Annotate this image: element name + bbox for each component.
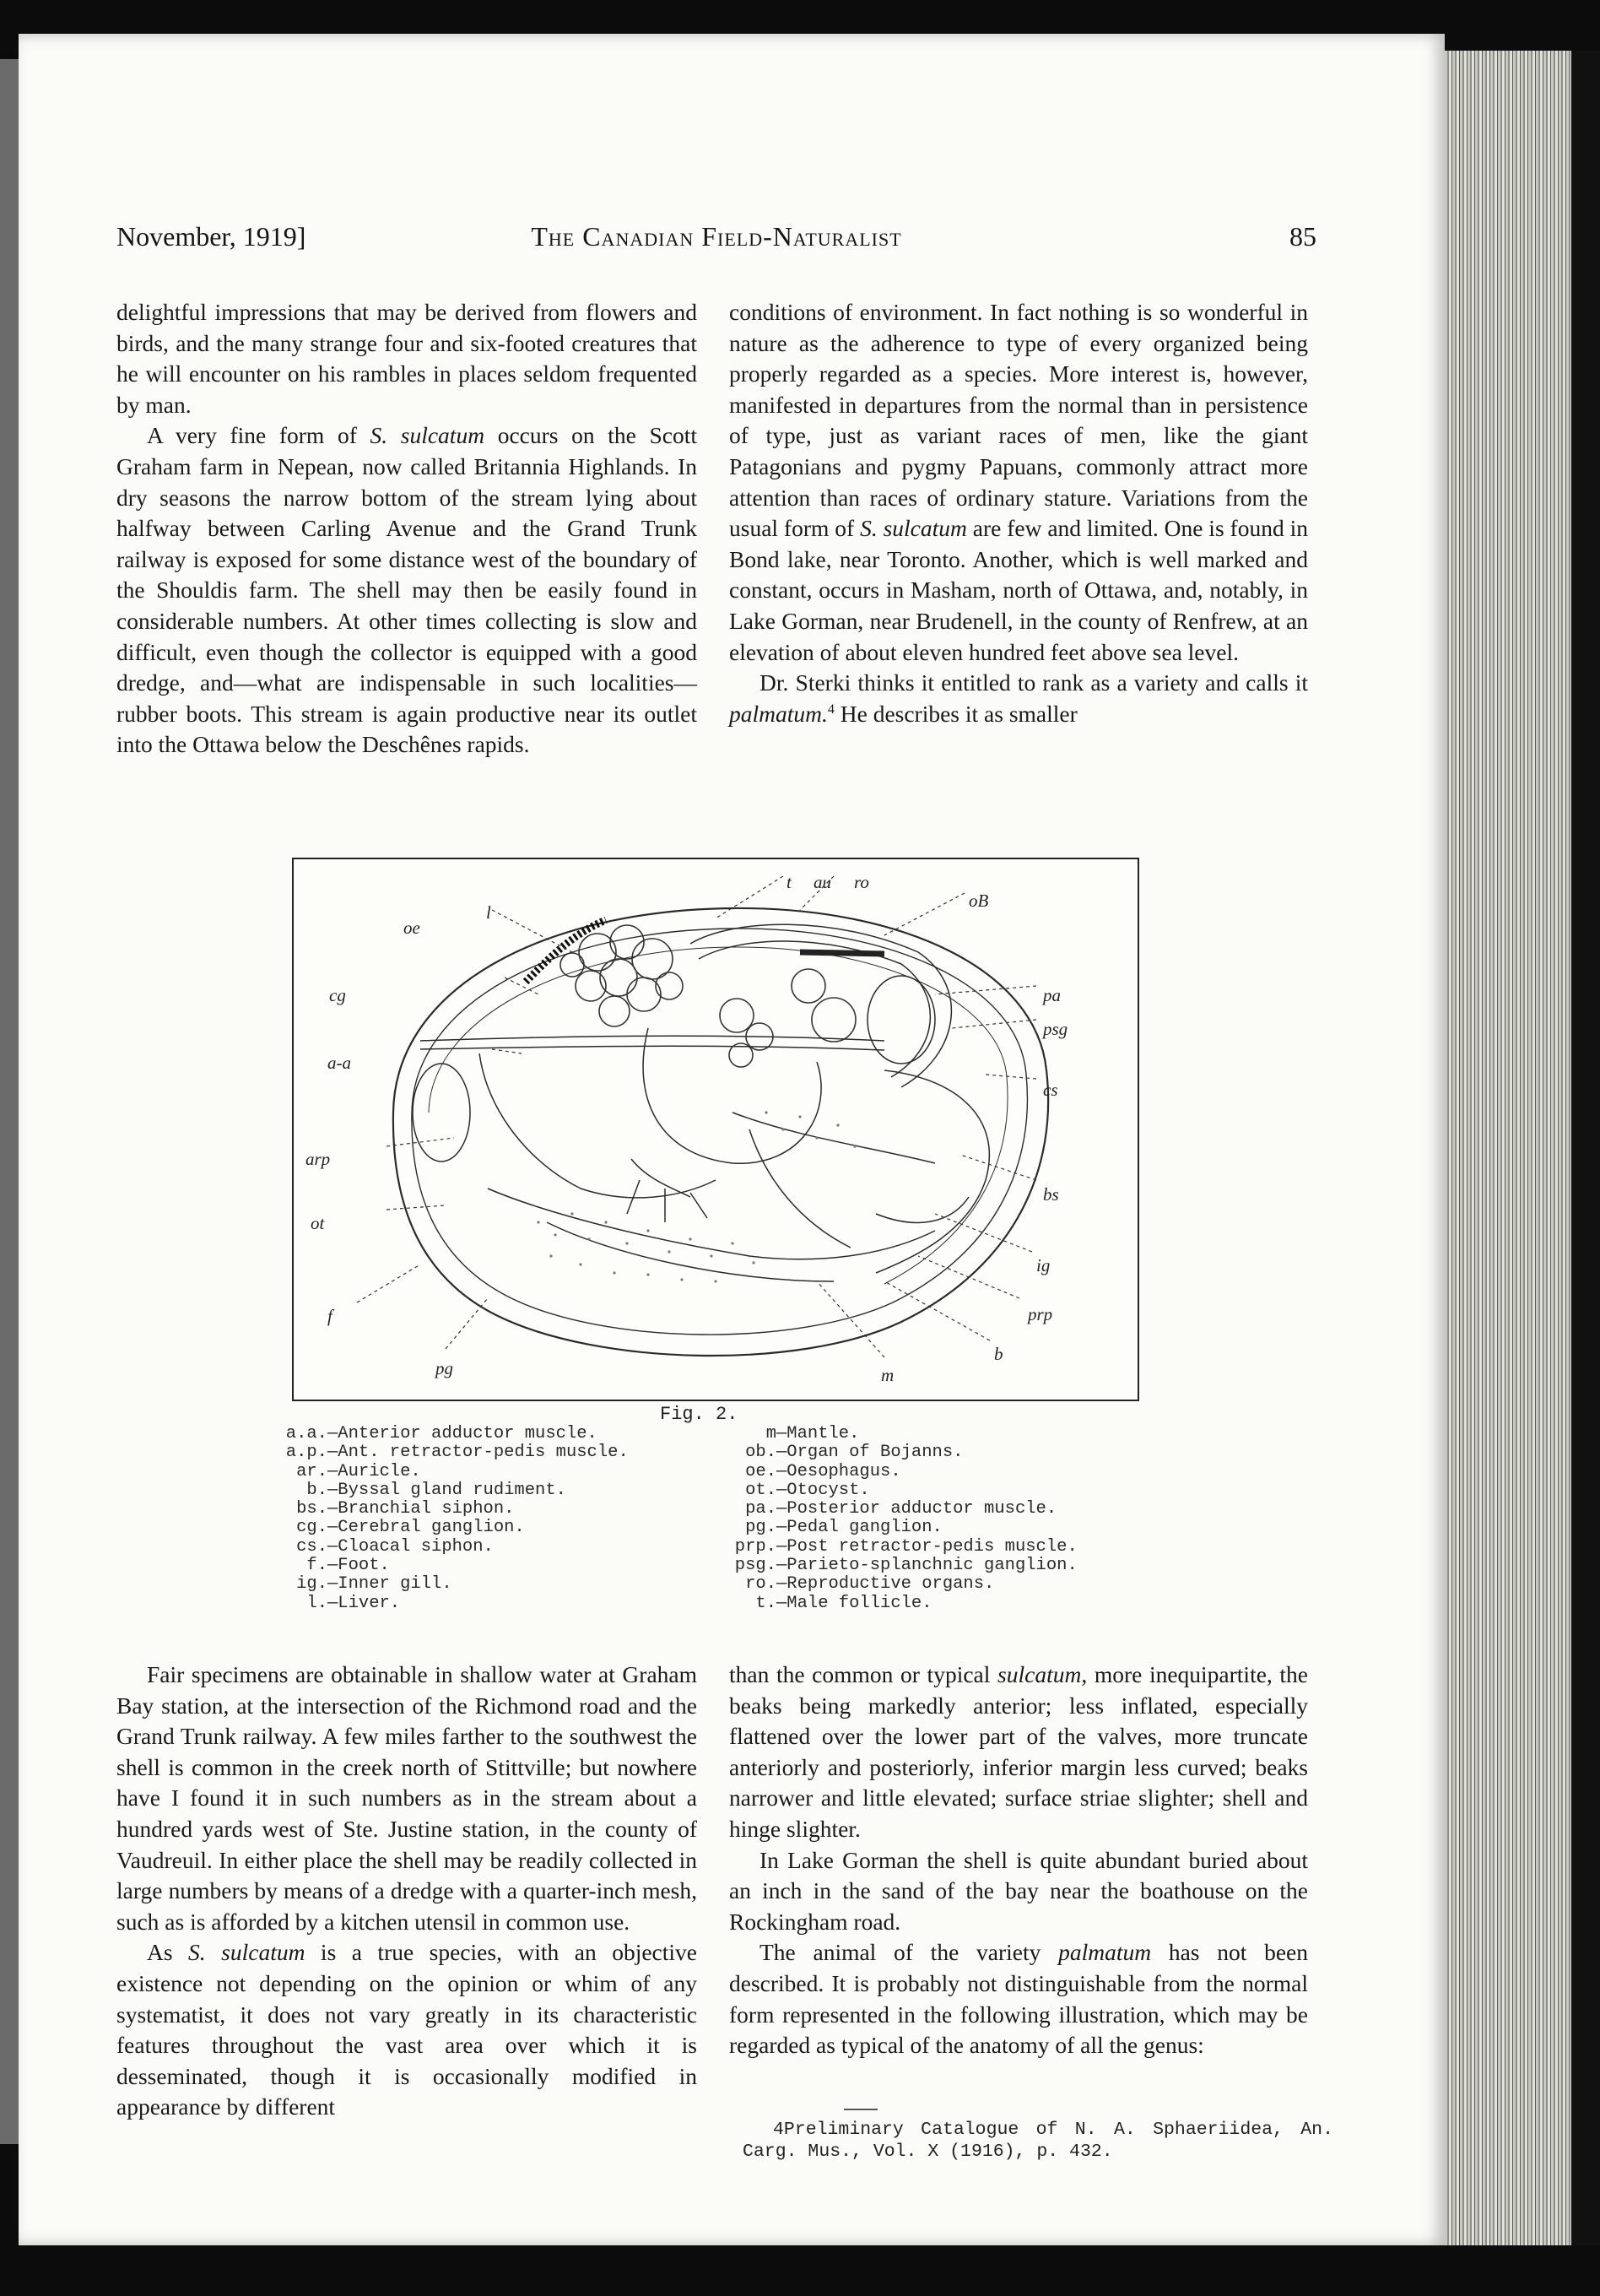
figure-label-ro: ro xyxy=(854,872,869,892)
figure-label-t: t xyxy=(786,872,792,892)
top-right-column xyxy=(729,297,1308,729)
legend-desc: —Male follicle. xyxy=(776,1593,932,1613)
paragraph xyxy=(729,1937,1308,2060)
text-run: The animal of the variety xyxy=(759,1939,1059,1966)
legend-entry xyxy=(709,1538,1148,1557)
figure-label-arp: arp xyxy=(305,1149,331,1169)
figure-label-au: au xyxy=(814,872,831,892)
legend-desc: —Branchial siphon. xyxy=(327,1499,515,1519)
legend-abbr: cs. xyxy=(296,1536,327,1557)
legend-desc: —Post retractor-pedis muscle. xyxy=(776,1536,1078,1557)
legend-desc: —Oesophagus. xyxy=(776,1461,901,1481)
legend-entry xyxy=(272,1519,677,1537)
legend-desc: —Inner gill. xyxy=(327,1574,452,1595)
text-run: A very fine form of xyxy=(147,422,370,449)
legend-entry xyxy=(272,1595,677,1613)
legend-abbr: cg. xyxy=(296,1518,327,1538)
italic-term: palmatum xyxy=(1058,1939,1152,1966)
figure-label-oe: oe xyxy=(403,918,420,938)
footnote-rule xyxy=(844,2109,878,2110)
legend-abbr: t. xyxy=(755,1593,776,1613)
legend-desc: —Posterior adductor muscle. xyxy=(776,1499,1057,1519)
figure-label-ot: ot xyxy=(311,1213,325,1233)
italic-term: S. sulcatum xyxy=(188,1939,305,1966)
figure-label-cs: cs xyxy=(1043,1080,1058,1100)
figure-label-oB: oB xyxy=(969,891,989,911)
legend-entry xyxy=(709,1500,1148,1519)
legend-abbr: psg. xyxy=(734,1556,776,1576)
legend-abbr: b. xyxy=(306,1480,327,1500)
legend-abbr: ar. xyxy=(296,1461,327,1481)
text-run: Fair specimens are obtainable in shallow water at Graham Bay station, at the intersection of the Richmond road and the Grand Trunk railway. A few miles farther to the southwest the shell is common in the creek north of Stittville; but nowhere have I found it in such numbers as in the stream about a hundred yards west of Ste. Justine station, in the county of Vaudreuil. In either place the shell may be readily collected in large numbers by means of a dredge with a quarter-inch mesh, such as is afforded by a kitchen utensil in common use. xyxy=(116,1661,697,1935)
legend-abbr: f. xyxy=(306,1556,327,1576)
paragraph xyxy=(116,1660,697,1937)
legend-abbr: pa. xyxy=(745,1499,776,1519)
legend-entry xyxy=(709,1575,1148,1594)
internal-organs xyxy=(413,924,989,1281)
legend-abbr: l. xyxy=(306,1593,327,1613)
paragraph xyxy=(729,668,1308,729)
bottom-left-column xyxy=(116,1660,697,2123)
figure-label-f: f xyxy=(327,1306,332,1326)
legend-entry xyxy=(272,1500,677,1519)
text-run: than the common or typical xyxy=(729,1661,998,1687)
text-run: Dr. Sterki thinks it entitled to rank as a variety and calls it xyxy=(759,669,1308,696)
figure-label-pg: pg xyxy=(435,1358,453,1378)
figure-caption: Fig. 2. xyxy=(660,1404,738,1425)
legend-desc: —Anterior adductor muscle. xyxy=(327,1424,597,1443)
legend-desc: —Liver. xyxy=(327,1593,401,1613)
text-run: are few and limited. One is found in Bond lake, near Toronto. Another, which is well marked and constant, occurs in Masham, north of Ottawa, and, notably, in Lake Gorman, near Brudenell, in the county of Renfrew, at an elevation of about eleven hundred feet above sea level. xyxy=(729,515,1308,665)
italic-term: S. sulcatum xyxy=(860,515,967,542)
legend-abbr: pg. xyxy=(745,1518,776,1538)
footnote-text: 4Preliminary Catalogue of N. A. Sphaeriidea, An. Carg. Mus., Vol. X (1916), p. 432. xyxy=(743,2120,1333,2162)
paragraph xyxy=(116,420,697,761)
top-left-column xyxy=(116,297,697,761)
legend-entry xyxy=(709,1481,1148,1500)
legend-abbr: ot. xyxy=(745,1480,776,1500)
page-number: 85 xyxy=(1289,221,1316,252)
running-header xyxy=(116,221,1316,255)
legend-desc: —Parieto-splanchnic ganglion. xyxy=(776,1556,1078,1576)
legend-desc: —Mantle. xyxy=(776,1424,860,1443)
legend-abbr: a.a. xyxy=(285,1424,327,1443)
paragraph xyxy=(729,1845,1308,1938)
legend-entry xyxy=(709,1595,1148,1613)
figure-label-cg: cg xyxy=(329,985,346,1005)
legend-abbr: prp. xyxy=(734,1536,776,1557)
text-run: more inequipartite, the beaks being markedly anterior; less inflated, especially flattened over the lower part of the valves, more truncate anteriorly and posteriorly, inferior margin less curved; beaks narrower and little elevated; surface striae slighter; shell and hinge slighter. xyxy=(729,1661,1309,1842)
legend-entry xyxy=(709,1425,1148,1443)
text-run: As xyxy=(147,1939,189,1966)
legend-desc: —Cerebral ganglion. xyxy=(327,1518,525,1538)
foot-stipple xyxy=(537,1111,856,1282)
legend-entry xyxy=(272,1557,677,1575)
anatomy-drawing xyxy=(294,859,1138,1400)
footnote-ref: 4 xyxy=(827,701,835,717)
text-run: is a true species, with an objective existence not depending on the opinion or whim of any systematist, it does not vary greatly in its characteristic features throughout the vast area over which it is desseminated, though it is occasionally modified in appearance by different xyxy=(116,1939,697,2120)
legend-entry xyxy=(272,1463,677,1481)
legend-desc: —Pedal ganglion. xyxy=(776,1518,943,1538)
text-run: He describes it as smaller xyxy=(834,700,1078,727)
figure-label-a-a: a-a xyxy=(327,1053,351,1073)
anatomy-figure xyxy=(292,858,1139,1401)
paragraph xyxy=(116,297,697,420)
figure-legend-left xyxy=(272,1425,677,1613)
legend-desc: —Reproductive organs. xyxy=(776,1574,995,1595)
legend-entry xyxy=(709,1557,1148,1575)
legend-desc: —Organ of Bojanns. xyxy=(776,1443,964,1463)
italic-term: S. sulcatum xyxy=(370,422,485,449)
legend-desc: —Byssal gland rudiment. xyxy=(327,1480,566,1500)
legend-entry xyxy=(709,1443,1148,1462)
italic-term: sulcatum, xyxy=(997,1661,1088,1687)
legend-abbr: m xyxy=(765,1424,776,1443)
legend-entry xyxy=(272,1538,677,1557)
legend-abbr: a.p. xyxy=(285,1443,327,1463)
legend-entry xyxy=(272,1443,677,1462)
italic-term: palmatum. xyxy=(729,700,828,727)
legend-abbr: ro. xyxy=(745,1574,776,1595)
legend-abbr: bs. xyxy=(296,1499,327,1519)
legend-desc: —Otocyst. xyxy=(776,1480,870,1500)
text-run: conditions of environment. In fact nothing is so wonderful in nature as the adherence to type of every organized being properly regarded as a species. More interest is, however, manifested in departures from the normal than in persistence of type, just as variant races of men, like the giant Patagonians and pygmy Papuans, commonly attract more attention than races of ordinary stature. Variations from the usual form of xyxy=(729,299,1308,542)
legend-abbr: oe. xyxy=(745,1461,776,1481)
legend-desc: —Cloacal siphon. xyxy=(327,1536,494,1557)
figure-label-prp: prp xyxy=(1028,1304,1053,1324)
legend-entry xyxy=(272,1425,677,1443)
figure-legend-right xyxy=(709,1425,1148,1613)
text-run: occurs on the Scott Graham farm in Nepean, now called Britannia Highlands. In dry seasons the narrow bottom of the stream lying about halfway between Carling Avenue and the Grand Trunk railway is exposed for some distance west of the boundary of the Shouldis farm. The shell may then be easily found in considerable numbers. At other times collecting is slow and difficult, even though the collector is equipped with a good dredge, and—what are indispensable in such localities—rubber boots. This stream is again productive near its outlet into the Ottawa below the Deschênes rapids. xyxy=(116,422,697,758)
figure-label-m: m xyxy=(881,1365,895,1385)
book-page-edges xyxy=(1445,51,1600,2245)
legend-entry xyxy=(272,1575,677,1594)
paragraph xyxy=(729,1660,1308,1845)
text-run: In Lake Gorman the shell is quite abundant buried about an inch in the sand of the bay near the boathouse on the Rockingham road. xyxy=(729,1846,1308,1935)
legend-abbr: ig. xyxy=(296,1574,327,1595)
legend-entry xyxy=(272,1481,677,1500)
paragraph xyxy=(116,1937,697,2123)
figure-label-psg: psg xyxy=(1043,1019,1068,1039)
bottom-right-column xyxy=(729,1660,1308,2061)
paragraph xyxy=(729,297,1308,668)
figure-label-pa: pa xyxy=(1043,985,1061,1005)
legend-desc: —Ant. retractor-pedis muscle. xyxy=(327,1443,629,1463)
legend-abbr: ob. xyxy=(745,1443,776,1463)
legend-entry xyxy=(709,1519,1148,1537)
text-run: delightful impressions that may be derived from flowers and birds, and the many strange four and six-footed creatures that he will encounter on his rambles in places seldom frequented by man. xyxy=(116,299,697,418)
text-run: has not been described. It is probably not distinguishable from the normal form represented in the following illustration, which may be regarded as typical of the anatomy of all the genus: xyxy=(729,1939,1308,2059)
legend-desc: —Foot. xyxy=(327,1556,390,1576)
legend-desc: —Auricle. xyxy=(327,1461,421,1481)
figure-label-bs: bs xyxy=(1043,1184,1059,1205)
footnote xyxy=(743,2119,1333,2163)
journal-title: The Canadian Field-Naturalist xyxy=(531,221,902,252)
legend-entry xyxy=(709,1463,1148,1481)
figure-label-b: b xyxy=(994,1344,1003,1364)
figure-label-ig: ig xyxy=(1036,1255,1051,1275)
figure-label-l: l xyxy=(486,902,491,923)
header-date: November, 1919] xyxy=(116,221,306,252)
